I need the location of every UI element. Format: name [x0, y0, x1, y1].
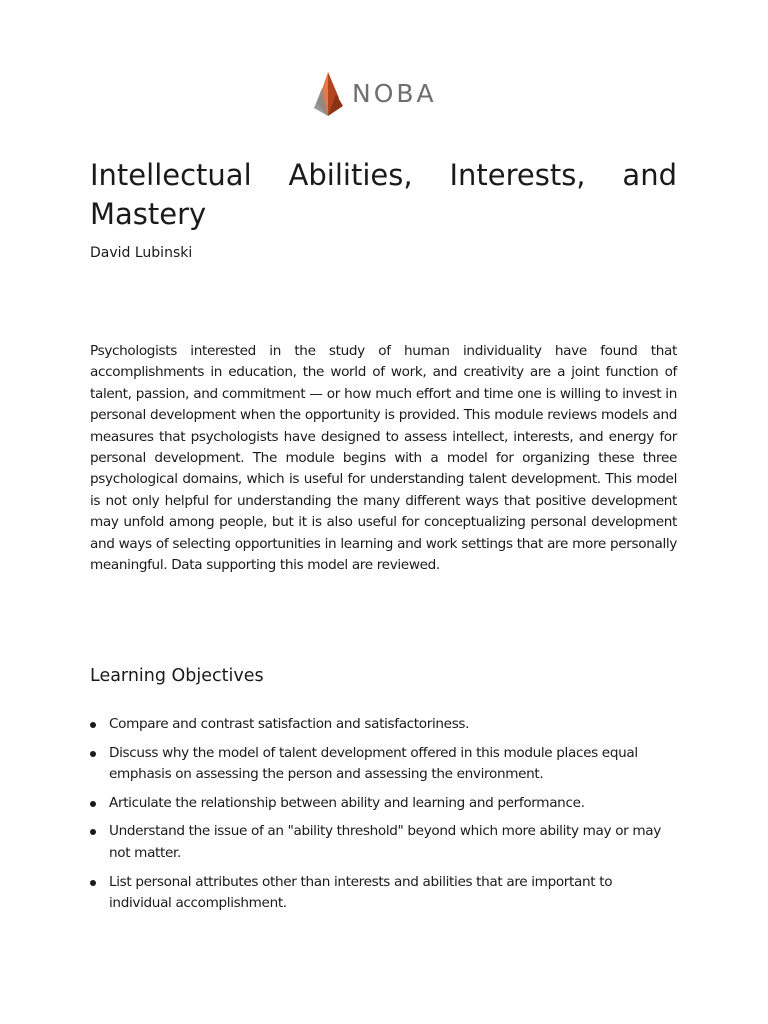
objective-item	[90, 714, 677, 736]
objective-item	[90, 793, 677, 815]
objective-text: Understand the issue of an "ability threshold" beyond which more ability may or may not matter.	[109, 823, 661, 861]
objective-text: Discuss why the model of talent development offered in this module places equal emphasis on assessing the person and assessing the environment.	[109, 744, 638, 783]
brand-name: NOBA	[352, 78, 437, 108]
bullet-icon	[90, 829, 96, 835]
objective-text: Compare and contrast satisfaction and satisfactoriness.	[109, 716, 470, 732]
bullet-icon	[90, 751, 96, 757]
bullet-icon	[90, 801, 96, 807]
author-name: David Lubinski	[90, 245, 193, 261]
noba-logo	[314, 70, 437, 116]
bullet-icon	[90, 880, 96, 886]
learning-objectives-heading: Learning Objectives	[90, 666, 264, 686]
document-title: Intellectual Abilities, Interests, and Mastery	[90, 158, 677, 231]
objective-text: List personal attributes other than interests and abilities that are important to individual accomplishment.	[109, 873, 613, 912]
bullet-icon	[90, 722, 96, 728]
noba-mountain-icon	[314, 70, 344, 116]
abstract-paragraph: Psychologists interested in the study of human individuality have found that accomplishments in education, the world of work, and creativity are a joint function of talent, passion, and commitment — or how much effort and time one is willing to invest in personal development when the opportunity is provided. This module reviews models and measures that psychologists have designed to assess intellect, interests, and energy for personal development. The module begins with a model for organizing these three psychological domains, which is useful for understanding talent development. This model is not only helpful for understanding the many different ways that positive development may unfold among people, but it is also useful for conceptualizing personal development and ways of selecting opportunities in learning and work settings that are more personally meaningful. Data supporting this model are reviewed.	[90, 343, 677, 574]
learning-objectives-list	[90, 714, 677, 922]
objective-text: Articulate the relationship between ability and learning and performance.	[109, 794, 585, 811]
objective-item	[90, 743, 677, 786]
objective-item	[90, 872, 677, 915]
objective-item	[90, 821, 677, 864]
